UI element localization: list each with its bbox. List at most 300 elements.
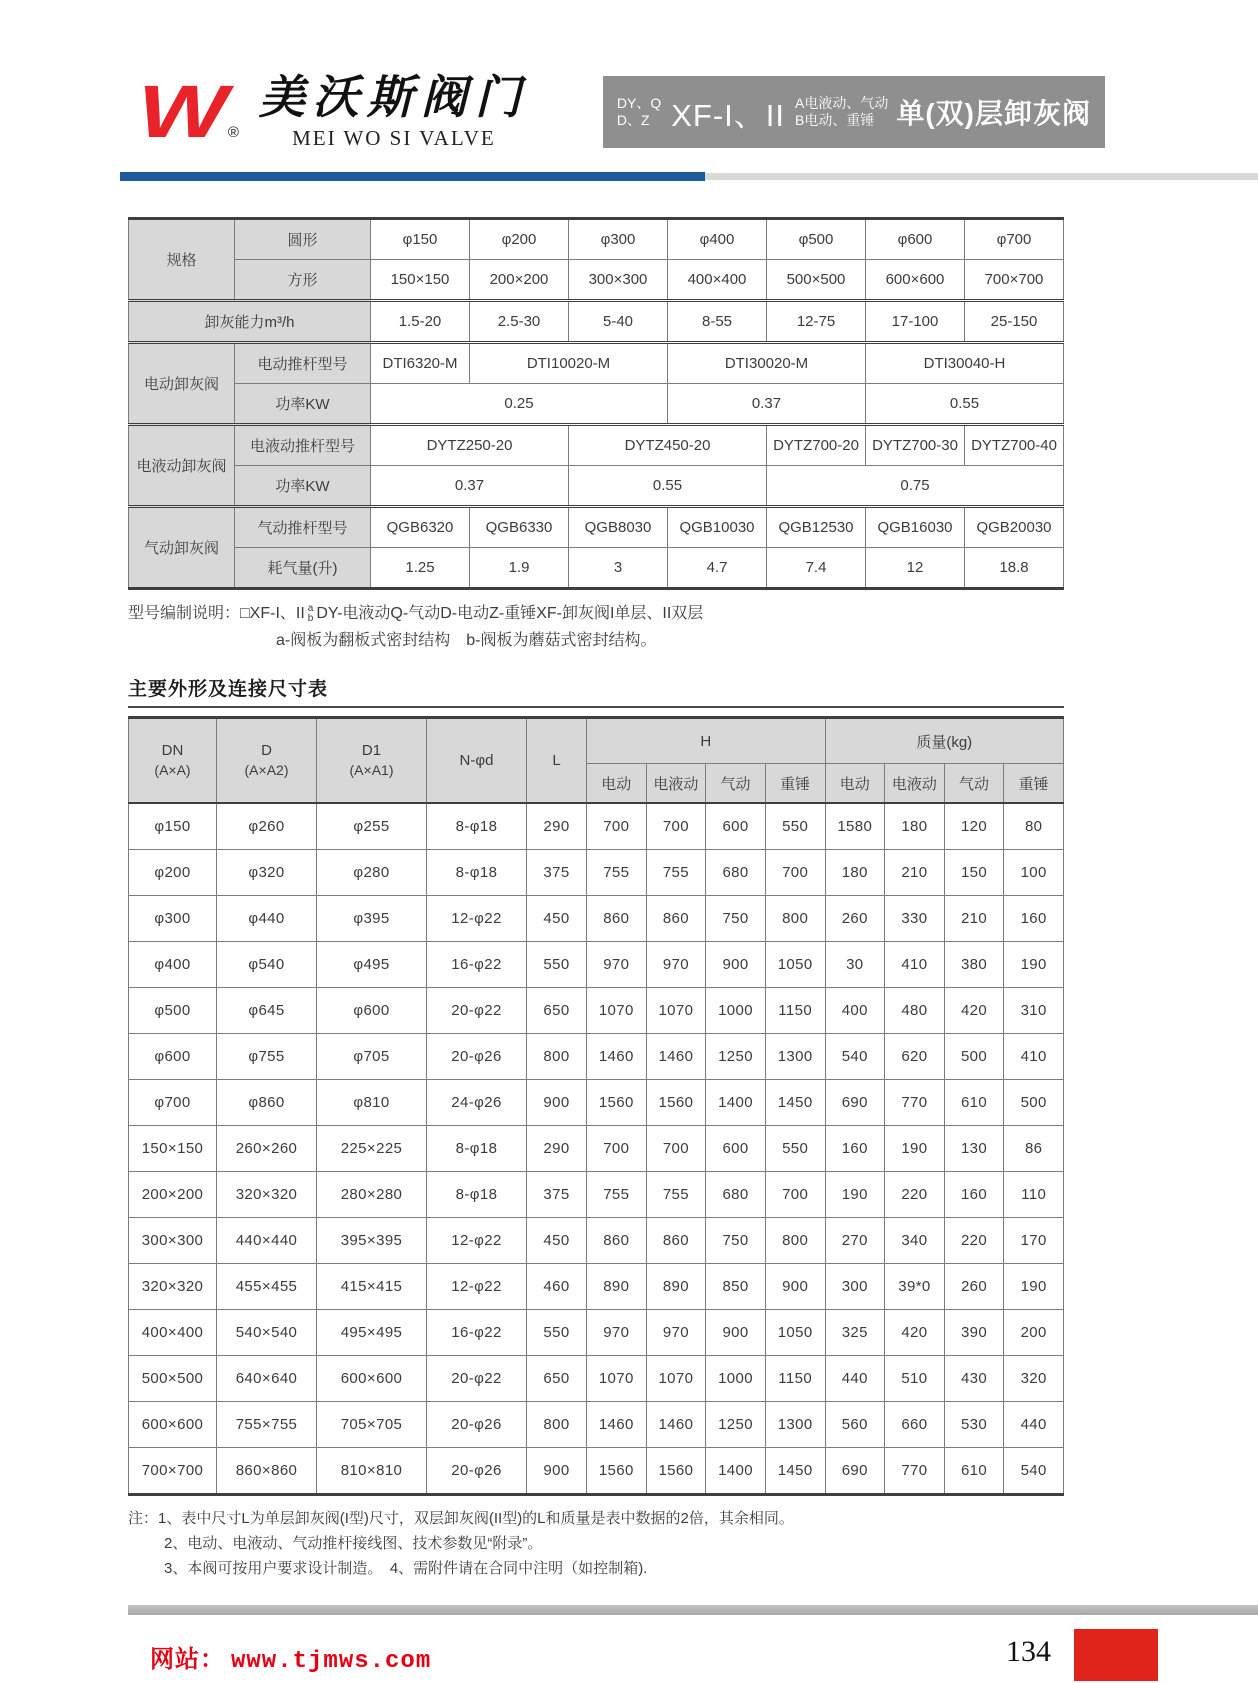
data-cell: 755 bbox=[646, 850, 706, 896]
data-cell: QGB8030 bbox=[569, 507, 668, 548]
data-cell: 12-75 bbox=[767, 301, 866, 343]
data-cell: 1250 bbox=[706, 1034, 766, 1080]
product-name: 单(双)层卸灰阀 bbox=[896, 98, 1091, 129]
data-cell: 1300 bbox=[765, 1034, 825, 1080]
data-cell: DTI30040-H bbox=[866, 343, 1064, 384]
data-cell: 1460 bbox=[587, 1402, 647, 1448]
data-cell: 320×320 bbox=[217, 1172, 317, 1218]
data-cell: 700×700 bbox=[965, 260, 1064, 301]
data-cell: DYTZ450-20 bbox=[569, 425, 767, 466]
data-cell: 3 bbox=[569, 548, 668, 589]
table-row bbox=[129, 896, 1064, 942]
data-cell: 500×500 bbox=[767, 260, 866, 301]
data-cell: 700 bbox=[765, 1172, 825, 1218]
data-cell: 860 bbox=[587, 896, 647, 942]
data-cell: φ200 bbox=[129, 850, 217, 896]
data-cell: φ400 bbox=[668, 219, 767, 260]
data-cell: 890 bbox=[587, 1264, 647, 1310]
page-content bbox=[128, 217, 1064, 1581]
data-cell: 1460 bbox=[646, 1034, 706, 1080]
data-cell: 20-φ22 bbox=[427, 1356, 527, 1402]
data-cell: 750 bbox=[706, 896, 766, 942]
header-cell: 功率KW bbox=[235, 466, 371, 507]
data-cell: 480 bbox=[885, 988, 945, 1034]
header-cell: 电动卸灰阀 bbox=[129, 343, 235, 425]
data-cell: 320 bbox=[1004, 1356, 1064, 1402]
data-cell: 0.37 bbox=[668, 384, 866, 425]
footnote-line-3: 3、本阀可按用户要求设计制造。 4、需附件请在合同中注明（如控制箱). bbox=[164, 1560, 648, 1577]
header-cell: 电动推杆型号 bbox=[235, 343, 371, 384]
data-cell: 970 bbox=[646, 1310, 706, 1356]
data-cell: 1.5-20 bbox=[371, 301, 470, 343]
data-cell: 20-φ26 bbox=[427, 1034, 527, 1080]
data-cell: 150 bbox=[944, 850, 1004, 896]
data-cell: 0.55 bbox=[866, 384, 1064, 425]
data-cell: 600×600 bbox=[866, 260, 965, 301]
data-cell: 8-φ18 bbox=[427, 850, 527, 896]
header-cell: 圆形 bbox=[235, 219, 371, 260]
data-cell: 1400 bbox=[706, 1080, 766, 1126]
data-cell: 900 bbox=[765, 1264, 825, 1310]
data-cell: φ600 bbox=[866, 219, 965, 260]
data-cell: 210 bbox=[885, 850, 945, 896]
data-cell: 24-φ26 bbox=[427, 1080, 527, 1126]
header-cell: H bbox=[587, 718, 826, 764]
data-cell: 260×260 bbox=[217, 1126, 317, 1172]
data-cell: 550 bbox=[765, 1126, 825, 1172]
data-cell: φ255 bbox=[317, 803, 427, 850]
data-cell: 650 bbox=[527, 988, 587, 1034]
data-cell: 160 bbox=[825, 1126, 885, 1172]
data-cell: 755 bbox=[646, 1172, 706, 1218]
section-underline bbox=[128, 706, 1064, 708]
data-cell: φ600 bbox=[317, 988, 427, 1034]
header-cell: 规格 bbox=[129, 219, 235, 301]
data-cell: 150×150 bbox=[371, 260, 470, 301]
data-cell: 20-φ22 bbox=[427, 988, 527, 1034]
website-line bbox=[150, 1639, 431, 1675]
data-cell: φ200 bbox=[470, 219, 569, 260]
data-cell: 860 bbox=[646, 1218, 706, 1264]
data-cell: 0.75 bbox=[767, 466, 1064, 507]
table-row bbox=[129, 301, 1064, 343]
table-row bbox=[129, 850, 1064, 896]
prefix-line-2: D、Z bbox=[616, 112, 650, 128]
data-cell: DYTZ700-20 bbox=[767, 425, 866, 466]
data-cell: DTI6320-M bbox=[371, 343, 470, 384]
data-cell: 550 bbox=[527, 1310, 587, 1356]
header-cell: 电液动 bbox=[885, 764, 945, 804]
data-cell: 700 bbox=[587, 1126, 647, 1172]
data-cell: 750 bbox=[706, 1218, 766, 1264]
data-cell: 220 bbox=[944, 1218, 1004, 1264]
dimension-section-title: 主要外形及连接尺寸表 bbox=[128, 679, 329, 700]
data-cell: 210 bbox=[944, 896, 1004, 942]
footer-divider-bar bbox=[128, 1605, 1258, 1615]
data-cell: 610 bbox=[944, 1448, 1004, 1495]
header-cell: 重锤 bbox=[765, 764, 825, 804]
data-cell: 17-100 bbox=[866, 301, 965, 343]
table-row bbox=[129, 1264, 1064, 1310]
data-cell: 180 bbox=[825, 850, 885, 896]
data-cell: 1000 bbox=[706, 988, 766, 1034]
header-cell: L bbox=[527, 718, 587, 804]
data-cell: 550 bbox=[765, 803, 825, 850]
data-cell: φ400 bbox=[129, 942, 217, 988]
data-cell: 1150 bbox=[765, 1356, 825, 1402]
data-cell: 800 bbox=[765, 1218, 825, 1264]
data-cell: 1150 bbox=[765, 988, 825, 1034]
data-cell: 1560 bbox=[587, 1080, 647, 1126]
data-cell: 1560 bbox=[587, 1448, 647, 1495]
suffix-line-2: B电动、重锤 bbox=[795, 112, 875, 128]
header-cell: 电动 bbox=[825, 764, 885, 804]
data-cell: 1070 bbox=[646, 988, 706, 1034]
table-row bbox=[129, 1356, 1064, 1402]
data-cell: QGB12530 bbox=[767, 507, 866, 548]
data-cell: 770 bbox=[885, 1448, 945, 1495]
data-cell: 190 bbox=[1004, 942, 1064, 988]
data-cell: φ300 bbox=[569, 219, 668, 260]
data-cell: 380 bbox=[944, 942, 1004, 988]
data-cell: φ700 bbox=[965, 219, 1064, 260]
data-cell: 500 bbox=[944, 1034, 1004, 1080]
data-cell: 900 bbox=[527, 1448, 587, 1495]
header-cell: DN (A×A) bbox=[129, 718, 217, 804]
page-footer bbox=[0, 1631, 1258, 1683]
data-cell: 900 bbox=[706, 942, 766, 988]
data-cell: DTI30020-M bbox=[668, 343, 866, 384]
data-cell: 4.7 bbox=[668, 548, 767, 589]
data-cell: φ600 bbox=[129, 1034, 217, 1080]
data-cell: QGB16030 bbox=[866, 507, 965, 548]
data-cell: 110 bbox=[1004, 1172, 1064, 1218]
data-cell: 540 bbox=[1004, 1448, 1064, 1495]
table-row bbox=[129, 548, 1064, 589]
table-row bbox=[129, 219, 1064, 260]
data-cell: 1460 bbox=[646, 1402, 706, 1448]
data-cell: 560 bbox=[825, 1402, 885, 1448]
header-cell: 耗气量(升) bbox=[235, 548, 371, 589]
page-number: 134 bbox=[1006, 1635, 1051, 1668]
data-cell: 310 bbox=[1004, 988, 1064, 1034]
footnote-line-1: 注：1、表中尺寸L为单层卸灰阀(I型)尺寸，双层卸灰阀(II型)的L和质量是表中数据的2倍，其余相同。 bbox=[128, 1510, 794, 1527]
data-cell: 7.4 bbox=[767, 548, 866, 589]
header-cell: 方形 bbox=[235, 260, 371, 301]
data-cell: QGB6330 bbox=[470, 507, 569, 548]
data-cell: φ500 bbox=[767, 219, 866, 260]
data-cell: 8-φ18 bbox=[427, 803, 527, 850]
data-cell: 600×600 bbox=[317, 1356, 427, 1402]
model-suffix-codes bbox=[795, 95, 888, 130]
data-cell: 755 bbox=[587, 1172, 647, 1218]
header-cell: N-φd bbox=[427, 718, 527, 804]
table-row bbox=[129, 1448, 1064, 1495]
data-cell: 620 bbox=[885, 1034, 945, 1080]
dimensions-table bbox=[128, 716, 1064, 1496]
data-cell: 600 bbox=[706, 803, 766, 850]
data-cell: 200 bbox=[1004, 1310, 1064, 1356]
data-cell: 755×755 bbox=[217, 1402, 317, 1448]
data-cell: 290 bbox=[527, 1126, 587, 1172]
header-cell: 气动卸灰阀 bbox=[129, 507, 235, 589]
data-cell: 260 bbox=[944, 1264, 1004, 1310]
data-cell: 30 bbox=[825, 942, 885, 988]
header-cell: 电动 bbox=[587, 764, 647, 804]
data-cell: 540 bbox=[825, 1034, 885, 1080]
brand-text bbox=[259, 73, 529, 151]
data-cell: 20-φ26 bbox=[427, 1448, 527, 1495]
data-cell: 530 bbox=[944, 1402, 1004, 1448]
data-cell: 16-φ22 bbox=[427, 1310, 527, 1356]
table-row bbox=[129, 1402, 1064, 1448]
data-cell: 1070 bbox=[646, 1356, 706, 1402]
page-header bbox=[0, 0, 1258, 168]
data-cell: 810×810 bbox=[317, 1448, 427, 1495]
data-cell: 0.37 bbox=[371, 466, 569, 507]
data-cell: 190 bbox=[1004, 1264, 1064, 1310]
data-cell: 280×280 bbox=[317, 1172, 427, 1218]
data-cell: 1560 bbox=[646, 1448, 706, 1495]
data-cell: 1450 bbox=[765, 1448, 825, 1495]
table-row bbox=[129, 942, 1064, 988]
data-cell: 410 bbox=[885, 942, 945, 988]
data-cell: 860 bbox=[646, 896, 706, 942]
data-cell: 800 bbox=[765, 896, 825, 942]
data-cell: 600×600 bbox=[129, 1402, 217, 1448]
footnotes bbox=[128, 1506, 1064, 1581]
data-cell: 640×640 bbox=[217, 1356, 317, 1402]
header-cell: 气动 bbox=[706, 764, 766, 804]
data-cell: φ395 bbox=[317, 896, 427, 942]
data-cell: φ280 bbox=[317, 850, 427, 896]
data-cell: 1070 bbox=[587, 988, 647, 1034]
data-cell: 860 bbox=[587, 1218, 647, 1264]
prefix-line-1: DY、Q bbox=[616, 94, 662, 111]
data-cell: 170 bbox=[1004, 1218, 1064, 1264]
data-cell: 20-φ26 bbox=[427, 1402, 527, 1448]
data-cell: 700×700 bbox=[129, 1448, 217, 1495]
data-cell: 160 bbox=[944, 1172, 1004, 1218]
data-cell: 160 bbox=[1004, 896, 1064, 942]
data-cell: 450 bbox=[527, 896, 587, 942]
data-cell: 455×455 bbox=[217, 1264, 317, 1310]
brand-name-cn: 美沃斯阀门 bbox=[258, 72, 529, 124]
product-title-box bbox=[603, 76, 1105, 148]
header-cell: 电液动 bbox=[646, 764, 706, 804]
table-row bbox=[129, 1080, 1064, 1126]
data-cell: 300 bbox=[825, 1264, 885, 1310]
header-cell: D (A×A2) bbox=[217, 718, 317, 804]
data-cell: 890 bbox=[646, 1264, 706, 1310]
registered-trademark-icon: ® bbox=[227, 123, 239, 141]
data-cell: 400×400 bbox=[668, 260, 767, 301]
data-cell: 500 bbox=[1004, 1080, 1064, 1126]
data-cell: φ705 bbox=[317, 1034, 427, 1080]
data-cell: 510 bbox=[885, 1356, 945, 1402]
data-cell: QGB10030 bbox=[668, 507, 767, 548]
data-cell: 400×400 bbox=[129, 1310, 217, 1356]
table-row bbox=[129, 1172, 1064, 1218]
data-cell: 600 bbox=[706, 1126, 766, 1172]
data-cell: 700 bbox=[765, 850, 825, 896]
data-cell: 25-150 bbox=[965, 301, 1064, 343]
data-cell: φ810 bbox=[317, 1080, 427, 1126]
data-cell: 1000 bbox=[706, 1356, 766, 1402]
data-cell: 375 bbox=[527, 850, 587, 896]
header-divider-gray bbox=[705, 173, 1258, 180]
data-cell: 225×225 bbox=[317, 1126, 427, 1172]
table-row bbox=[129, 803, 1064, 850]
header-cell: 卸灰能力m³/h bbox=[129, 301, 371, 343]
table-row bbox=[129, 1218, 1064, 1264]
table-row bbox=[129, 425, 1064, 466]
data-cell: 1400 bbox=[706, 1448, 766, 1495]
brand-name-en: MEI WO SI VALVE bbox=[292, 125, 496, 150]
data-cell: 390 bbox=[944, 1310, 1004, 1356]
data-cell: 200×200 bbox=[129, 1172, 217, 1218]
website-label: 网站： bbox=[150, 1646, 225, 1673]
header-cell: 重锤 bbox=[1004, 764, 1064, 804]
data-cell: φ495 bbox=[317, 942, 427, 988]
data-cell: 660 bbox=[885, 1402, 945, 1448]
header-cell: 功率KW bbox=[235, 384, 371, 425]
data-cell: φ260 bbox=[217, 803, 317, 850]
data-cell: 755 bbox=[587, 850, 647, 896]
table-row bbox=[129, 718, 1064, 764]
data-cell: 0.25 bbox=[371, 384, 668, 425]
data-cell: φ860 bbox=[217, 1080, 317, 1126]
data-cell: φ300 bbox=[129, 896, 217, 942]
data-cell: 320×320 bbox=[129, 1264, 217, 1310]
brand-logo-icon: W bbox=[138, 70, 223, 153]
data-cell: 8-φ18 bbox=[427, 1126, 527, 1172]
data-cell: 80 bbox=[1004, 803, 1064, 850]
suffix-line-1: A电液动、气动 bbox=[795, 94, 889, 111]
data-cell: QGB6320 bbox=[371, 507, 470, 548]
data-cell: DYTZ700-40 bbox=[965, 425, 1064, 466]
data-cell: 970 bbox=[587, 1310, 647, 1356]
data-cell: 650 bbox=[527, 1356, 587, 1402]
data-cell: 690 bbox=[825, 1448, 885, 1495]
data-cell: 680 bbox=[706, 850, 766, 896]
table-row bbox=[129, 1034, 1064, 1080]
data-cell: 850 bbox=[706, 1264, 766, 1310]
data-cell: 440×440 bbox=[217, 1218, 317, 1264]
data-cell: φ500 bbox=[129, 988, 217, 1034]
table-row bbox=[129, 384, 1064, 425]
data-cell: DYTZ700-30 bbox=[866, 425, 965, 466]
data-cell: 18.8 bbox=[965, 548, 1064, 589]
data-cell: 375 bbox=[527, 1172, 587, 1218]
data-cell: 12 bbox=[866, 548, 965, 589]
data-cell: 330 bbox=[885, 896, 945, 942]
header-cell: 气动 bbox=[944, 764, 1004, 804]
data-cell: 39*0 bbox=[885, 1264, 945, 1310]
data-cell: 970 bbox=[587, 942, 647, 988]
data-cell: φ645 bbox=[217, 988, 317, 1034]
data-cell: 190 bbox=[825, 1172, 885, 1218]
data-cell: 12-φ22 bbox=[427, 1218, 527, 1264]
table-row bbox=[129, 343, 1064, 384]
specifications-table bbox=[128, 217, 1064, 590]
data-cell: φ150 bbox=[371, 219, 470, 260]
data-cell: 460 bbox=[527, 1264, 587, 1310]
model-note-superscript: a b bbox=[307, 602, 314, 624]
data-cell: 260 bbox=[825, 896, 885, 942]
data-cell: 1450 bbox=[765, 1080, 825, 1126]
data-cell: 100 bbox=[1004, 850, 1064, 896]
table-row bbox=[129, 1126, 1064, 1172]
data-cell: 120 bbox=[944, 803, 1004, 850]
data-cell: 410 bbox=[1004, 1034, 1064, 1080]
data-cell: 440 bbox=[1004, 1402, 1064, 1448]
website-url: www.tjmws.com bbox=[231, 1648, 432, 1675]
data-cell: 415×415 bbox=[317, 1264, 427, 1310]
data-cell: 700 bbox=[587, 803, 647, 850]
data-cell: 300×300 bbox=[569, 260, 668, 301]
data-cell: 690 bbox=[825, 1080, 885, 1126]
brand-block bbox=[138, 70, 529, 153]
model-note-line-2: a-阀板为翻板式密封结构 b-阀板为蘑菇式密封结构。 bbox=[276, 632, 657, 649]
data-cell: 1.9 bbox=[470, 548, 569, 589]
footnote-line-2: 2、电动、电液动、气动推杆接线图、技术参数见“附录”。 bbox=[164, 1535, 543, 1552]
data-cell: 680 bbox=[706, 1172, 766, 1218]
data-cell: 770 bbox=[885, 1080, 945, 1126]
red-corner-block bbox=[1074, 1629, 1158, 1681]
data-cell: 860×860 bbox=[217, 1448, 317, 1495]
header-divider bbox=[120, 172, 1258, 181]
data-cell: 8-55 bbox=[668, 301, 767, 343]
data-cell: 395×395 bbox=[317, 1218, 427, 1264]
data-cell: 1560 bbox=[646, 1080, 706, 1126]
data-cell: 1250 bbox=[706, 1402, 766, 1448]
data-cell: 190 bbox=[885, 1126, 945, 1172]
data-cell: DYTZ250-20 bbox=[371, 425, 569, 466]
data-cell: 180 bbox=[885, 803, 945, 850]
data-cell: 290 bbox=[527, 803, 587, 850]
data-cell: 150×150 bbox=[129, 1126, 217, 1172]
data-cell: 610 bbox=[944, 1080, 1004, 1126]
data-cell: 220 bbox=[885, 1172, 945, 1218]
data-cell: 1300 bbox=[765, 1402, 825, 1448]
table-row bbox=[129, 507, 1064, 548]
data-cell: φ700 bbox=[129, 1080, 217, 1126]
data-cell: 400 bbox=[825, 988, 885, 1034]
data-cell: 1050 bbox=[765, 1310, 825, 1356]
data-cell: 900 bbox=[706, 1310, 766, 1356]
data-cell: φ755 bbox=[217, 1034, 317, 1080]
header-cell: 气动推杆型号 bbox=[235, 507, 371, 548]
data-cell: 270 bbox=[825, 1218, 885, 1264]
model-code: XF-I、II bbox=[671, 97, 785, 133]
model-designation-note bbox=[128, 600, 1064, 654]
data-cell: 1050 bbox=[765, 942, 825, 988]
data-cell: 130 bbox=[944, 1126, 1004, 1172]
header-divider-blue bbox=[120, 172, 705, 181]
data-cell: 420 bbox=[885, 1310, 945, 1356]
data-cell: 86 bbox=[1004, 1126, 1064, 1172]
data-cell: 540×540 bbox=[217, 1310, 317, 1356]
data-cell: 450 bbox=[527, 1218, 587, 1264]
data-cell: 440 bbox=[825, 1356, 885, 1402]
data-cell: 12-φ22 bbox=[427, 896, 527, 942]
table-row bbox=[129, 260, 1064, 301]
data-cell: 800 bbox=[527, 1402, 587, 1448]
data-cell: φ320 bbox=[217, 850, 317, 896]
data-cell: 200×200 bbox=[470, 260, 569, 301]
table-row bbox=[129, 1310, 1064, 1356]
